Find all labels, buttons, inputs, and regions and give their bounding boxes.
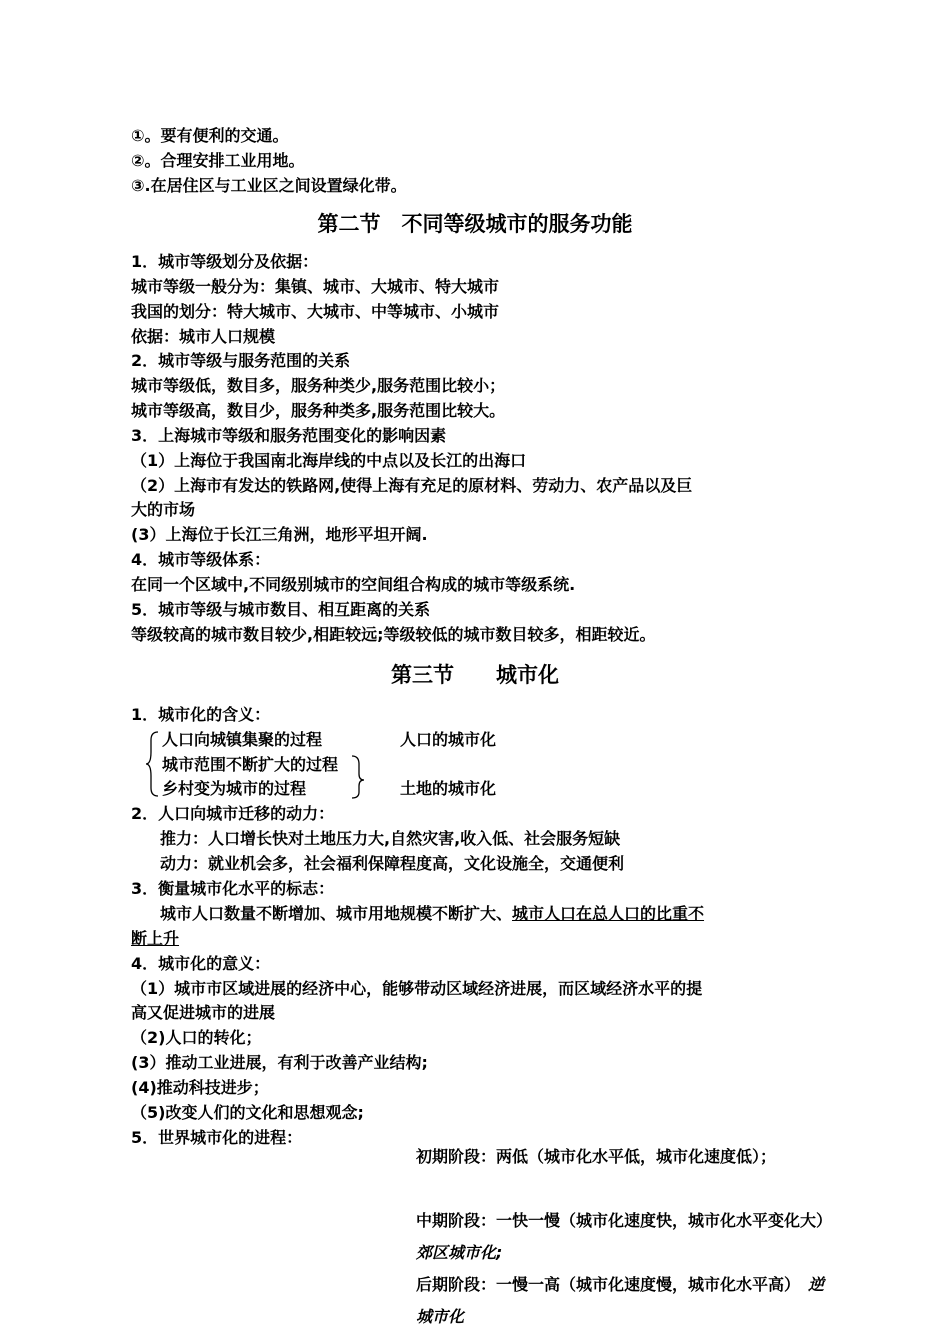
meaning-item: 乡村变为城市的过程 (162, 779, 307, 798)
text-line: 3．上海城市等级和服务范围变化的影响因素 (131, 426, 447, 445)
meaning-label: 人口的城市化 (400, 730, 497, 749)
measure-underlined: 城市人口在总人口的比重不 (512, 904, 705, 923)
measure-underlined: 断上升 (131, 929, 180, 948)
stage-note: 逆城市化 (416, 1275, 825, 1326)
text-line: 推力：人口增长快对土地压力大,自然灾害,收入低、社会服务短缺 (160, 829, 621, 848)
stage-late (416, 1269, 836, 1333)
section-title: 第三节 城市化 (391, 663, 559, 687)
text-line: 依据：城市人口规模 (131, 327, 276, 346)
top-item: ①。要有便利的交通。 (131, 126, 289, 145)
text-line: 5．城市等级与城市数目、相互距离的关系 (131, 600, 431, 619)
text-line: (3）上海位于长江三角洲，地形平坦开阔. (131, 525, 428, 544)
text-line: 4．城市化的意义： (131, 954, 271, 973)
text-line: （2)人口的转化； (131, 1028, 262, 1047)
text-line: 5．世界城市化的进程： (131, 1128, 303, 1147)
stage-note: 郊区城市化; (416, 1243, 503, 1262)
text-line: 城市等级高，数目少，服务种类多,服务范围比较大。 (131, 401, 506, 420)
section-title: 第二节 不同等级城市的服务功能 (317, 212, 633, 236)
stage-early (416, 1141, 836, 1173)
text-line: 2．城市等级与服务范围的关系 (131, 351, 351, 370)
text-line: (4)推动科技进步； (131, 1078, 269, 1097)
text-line: 大的市场 (131, 500, 196, 519)
text-line: （5)改变人们的文化和思想观念; (131, 1103, 364, 1122)
stage-text: 中期阶段：一快一慢（城市化速度快，城市化水平变化大） (416, 1211, 825, 1230)
text-line: 3．衡量城市化水平的标志： (131, 879, 335, 898)
text-line: 1．城市等级划分及依据： (131, 252, 319, 271)
text-line: （1）上海位于我国南北海岸线的中点以及长江的出海口 (131, 451, 527, 470)
text-line: 城市等级低，数目多，服务种类少,服务范围比较小； (131, 376, 506, 395)
stage-middle (416, 1205, 836, 1269)
text-line: 2．人口向城市迁移的动力： (131, 804, 335, 823)
stage-text: 后期阶段：一慢一高（城市化速度慢，城市化水平高） (416, 1275, 793, 1294)
text-line: 我国的划分：特大城市、大城市、中等城市、小城市 (131, 302, 500, 321)
text-line: 高又促进城市的进展 (131, 1003, 276, 1022)
text-line: 4．城市等级体系： (131, 550, 271, 569)
meaning-item: 城市范围不断扩大的过程 (162, 755, 339, 774)
text-line: 等级较高的城市数目较少,相距较远;等级较低的城市数目较多，相距较近。 (131, 625, 656, 644)
text-line: (3）推动工业进展，有利于改善产业结构; (131, 1053, 428, 1072)
top-item: ②。合理安排工业用地。 (131, 151, 305, 170)
stage-text: 初期阶段：两低（城市化水平低，城市化速度低）； (416, 1147, 777, 1166)
measure-plain: 城市人口数量不断增加、城市用地规模不断扩大、 (160, 904, 513, 923)
meaning-label: 土地的城市化 (400, 779, 497, 798)
text-line: 1．城市化的含义： (131, 705, 271, 724)
top-item: ③.在居住区与工业区之间设置绿化带。 (131, 176, 407, 195)
text-line: 城市等级一般分为：集镇、城市、大城市、特大城市 (131, 277, 500, 296)
text-line: （2）上海市有发达的铁路网,使得上海有充足的原材料、劳动力、农产品以及巨 (131, 476, 693, 495)
text-line: （1）城市市区域进展的经济中心，能够带动区域经济进展，而区域经济水平的提 (131, 979, 703, 998)
text-line: 动力：就业机会多，社会福利保障程度高，文化设施全，交通便利 (160, 854, 625, 873)
measure-line (160, 904, 704, 924)
text-line: 在同一个区域中,不同级别城市的空间组合构成的城市等级系统. (131, 575, 576, 594)
meaning-item: 人口向城镇集聚的过程 (162, 730, 323, 749)
